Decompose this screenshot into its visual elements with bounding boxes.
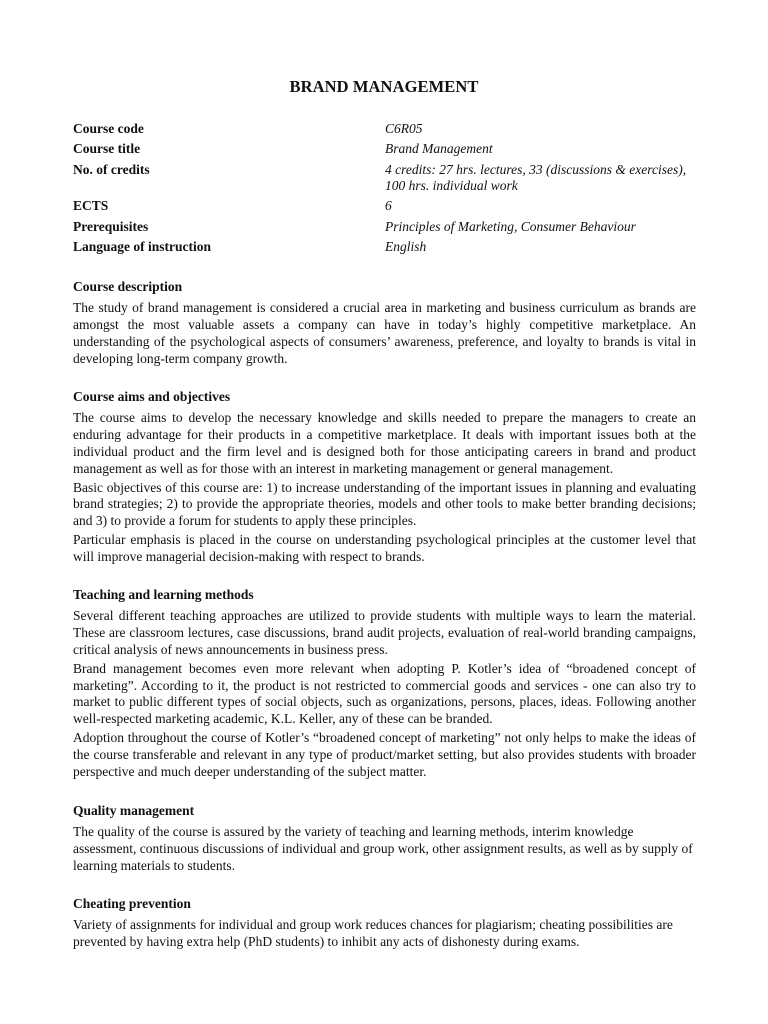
info-row-language — [73, 239, 713, 256]
info-value — [385, 121, 713, 138]
section-heading: Course description — [73, 279, 183, 294]
document-title: BRAND MANAGEMENT — [289, 77, 479, 96]
info-label: Prerequisites — [73, 218, 149, 234]
info-label: No. of credits — [73, 161, 150, 177]
info-label: Course title — [73, 141, 141, 157]
info-label: ECTS — [73, 198, 109, 214]
info-row-course-code — [73, 121, 713, 138]
info-label: Language of instruction — [73, 238, 212, 254]
paragraph: The course aims to develop the necessary knowledge and skills needed to prepare the managers to create an enduring advantage for their products in a competitive marketplace. It deals with important issues both at the individual product and the firm level and is designed both for those anticipating careers in brand and product management as well as for those with an interest in marketing management or general management. — [73, 409, 696, 476]
paragraph: Adoption throughout the course of Kotler’s “broadened concept of marketing” not only helps to make the ideas of the course transferable and relevant in any type of product/market setting, but also provides students with broader perspective and much deeper understanding of the subject matter. — [73, 730, 696, 780]
paragraph: Basic objectives of this course are: 1) to increase understanding of the important issues in planning and evaluating brand strategies; 2) to provide the appropriate theories, models and other tools to make better branding decisions; and 3) to provide a forum for students to apply these principles. — [73, 479, 696, 529]
info-value — [385, 239, 713, 256]
info-value-line: Principles of Marketing, Consumer Behaviour — [385, 218, 636, 234]
paragraph: The study of brand management is considered a crucial area in marketing and business curriculum as brands are amongst the most valuable assets a company can have in today’s highly competitive marketplace. An understanding of the psychological aspects of consumers’ awareness, preference, and loyalty to brands is vital in developing long-term company growth. — [73, 299, 696, 366]
info-row-course-title — [73, 141, 713, 158]
section-heading: Quality management — [73, 803, 195, 818]
paragraph: Variety of assignments for individual and group work reduces chances for plagiarism; cheating possibilities are prevented by having extra help (PhD students) to inhibit any acts of dishonesty during exams. — [73, 916, 673, 949]
info-row-prerequisites — [73, 219, 713, 236]
info-value-line: 4 credits: 27 hrs. lectures, 33 (discussions & exercises), — [385, 161, 687, 177]
info-value-line: C6R05 — [385, 121, 423, 136]
info-value — [385, 219, 713, 236]
paragraph: The quality of the course is assured by the variety of teaching and learning methods, interim knowledge assessment, continuous discussions of individual and group work, other assignment results, as well as by supply of learning materials to students. — [73, 823, 693, 873]
section-heading: Cheating prevention — [73, 896, 191, 911]
section-course-description — [73, 279, 696, 370]
paragraph: Brand management becomes even more relevant when adopting P. Kotler’s idea of “broadened concept of marketing”. According to it, the product is not restricted to commercial goods and services - one can also try to market to public different types of social objects, such as organizations, persons, places, ideas. Following another well-respected marketing academic, K.L. Keller, any of these can be branded. — [73, 660, 696, 727]
section-heading: Course aims and objectives — [73, 389, 231, 404]
section-heading: Teaching and learning methods — [73, 587, 254, 602]
info-value-line: 6 — [385, 198, 392, 214]
info-label: Course code — [73, 121, 144, 136]
paragraph: Several different teaching approaches are utilized to provide students with multiple ways to learn the material. These are classroom lectures, case discussions, brand audit projects, evaluation of real-world branding campaigns, critical analysis of news announcements in business press. — [73, 607, 696, 657]
course-info-table — [73, 121, 713, 259]
info-row-ects — [73, 198, 713, 215]
section-quality-management — [73, 803, 696, 877]
info-row-credits — [73, 162, 713, 195]
info-value-line: English — [385, 238, 427, 254]
info-value — [385, 141, 713, 158]
info-value — [385, 162, 713, 195]
info-value — [385, 198, 713, 215]
section-course-aims — [73, 389, 696, 568]
info-value-line: 100 hrs. individual work — [385, 178, 518, 194]
info-value-line: Brand Management — [385, 141, 493, 157]
section-cheating-prevention — [73, 896, 696, 953]
paragraph: Particular emphasis is placed in the course on understanding psychological principles at the customer level that will improve managerial decision-making with respect to brands. — [73, 532, 696, 565]
section-teaching-methods — [73, 587, 696, 783]
